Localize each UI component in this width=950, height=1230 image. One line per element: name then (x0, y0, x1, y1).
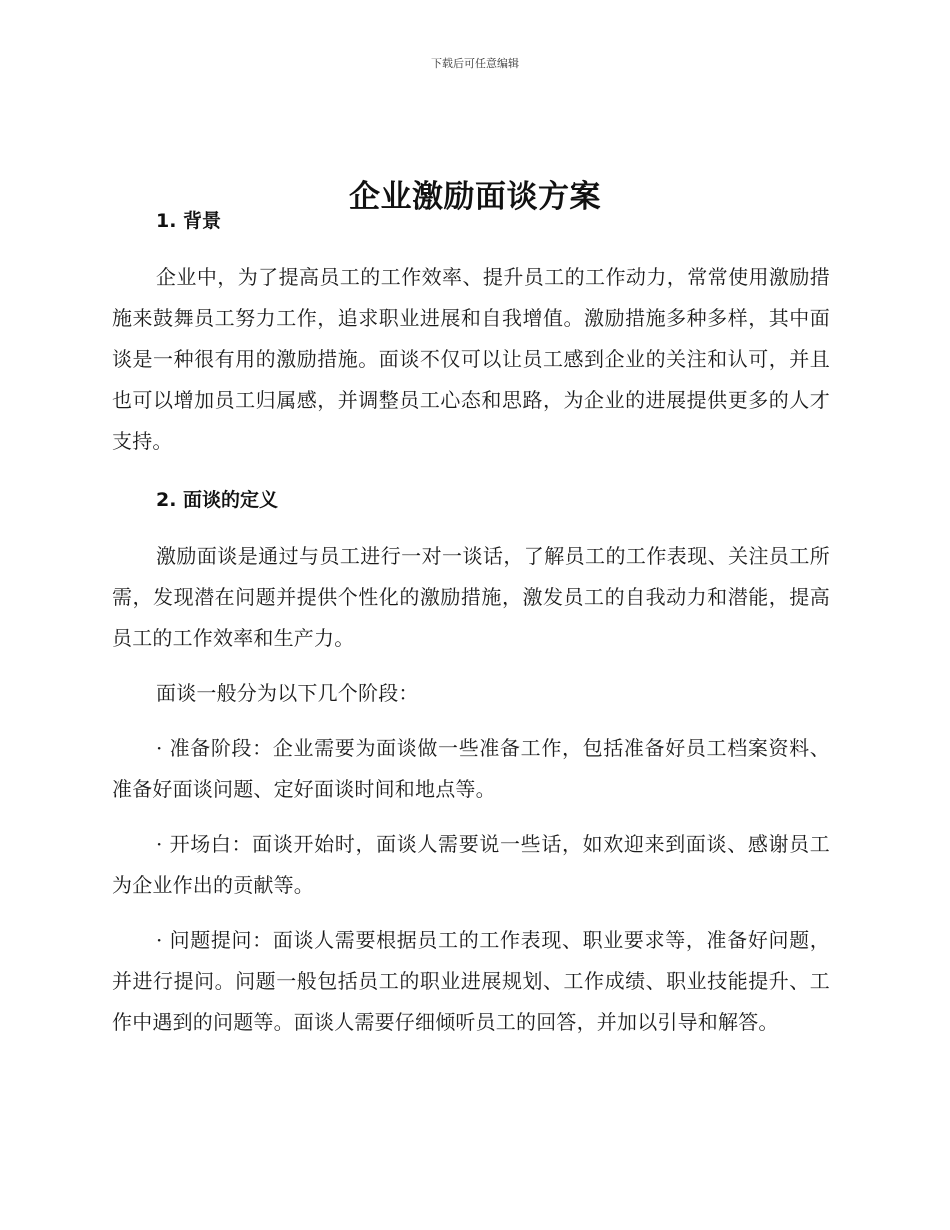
document-body (112, 205, 830, 1043)
definition-paragraph: 激励面谈是通过与员工进行一对一谈话，了解员工的工作表现、关注员工所需，发现潜在问题并提供个性化的激励措施，激发员工的自我动力和潜能，提高员工的工作效率和生产力。 (112, 544, 830, 650)
section-heading-background: 1. 背景 (156, 210, 222, 232)
section-heading-definition: 2. 面谈的定义 (156, 489, 279, 511)
background-paragraph: 企业中，为了提高员工的工作效率、提升员工的工作动力，常常使用激励措施来鼓舞员工努力工作，追求职业进展和自我增值。激励措施多种多样，其中面谈是一种很有用的激励措施。面谈不仅可以让员工感到企业的关注和认可，并且也可以增加员工归属感，并调整员工心态和思路，为企业的进展提供更多的人才支持。 (112, 265, 830, 453)
stages-intro: 面谈一般分为以下几个阶段： (156, 681, 419, 705)
stage-questions: · 问题提问：面谈人需要根据员工的工作表现、职业要求等，准备好问题，并进行提问。问题一般包括员工的职业进展规划、工作成绩、职业技能提升、工作中遇到的问题等。面谈人需要仔细倾听员工的回答，并加以引导和解答。 (112, 928, 830, 1034)
header-note: 下载后可任意编辑 (431, 57, 519, 70)
stage-preparation: · 准备阶段：企业需要为面谈做一些准备工作，包括准备好员工档案资料、准备好面谈问题、定好面谈时间和地点等。 (112, 736, 830, 801)
stage-opening: · 开场白：面谈开始时，面谈人需要说一些话，如欢迎来到面谈、感谢员工为企业作出的贡献等。 (112, 832, 830, 897)
document-title: 企业激励面谈方案 (349, 178, 601, 215)
